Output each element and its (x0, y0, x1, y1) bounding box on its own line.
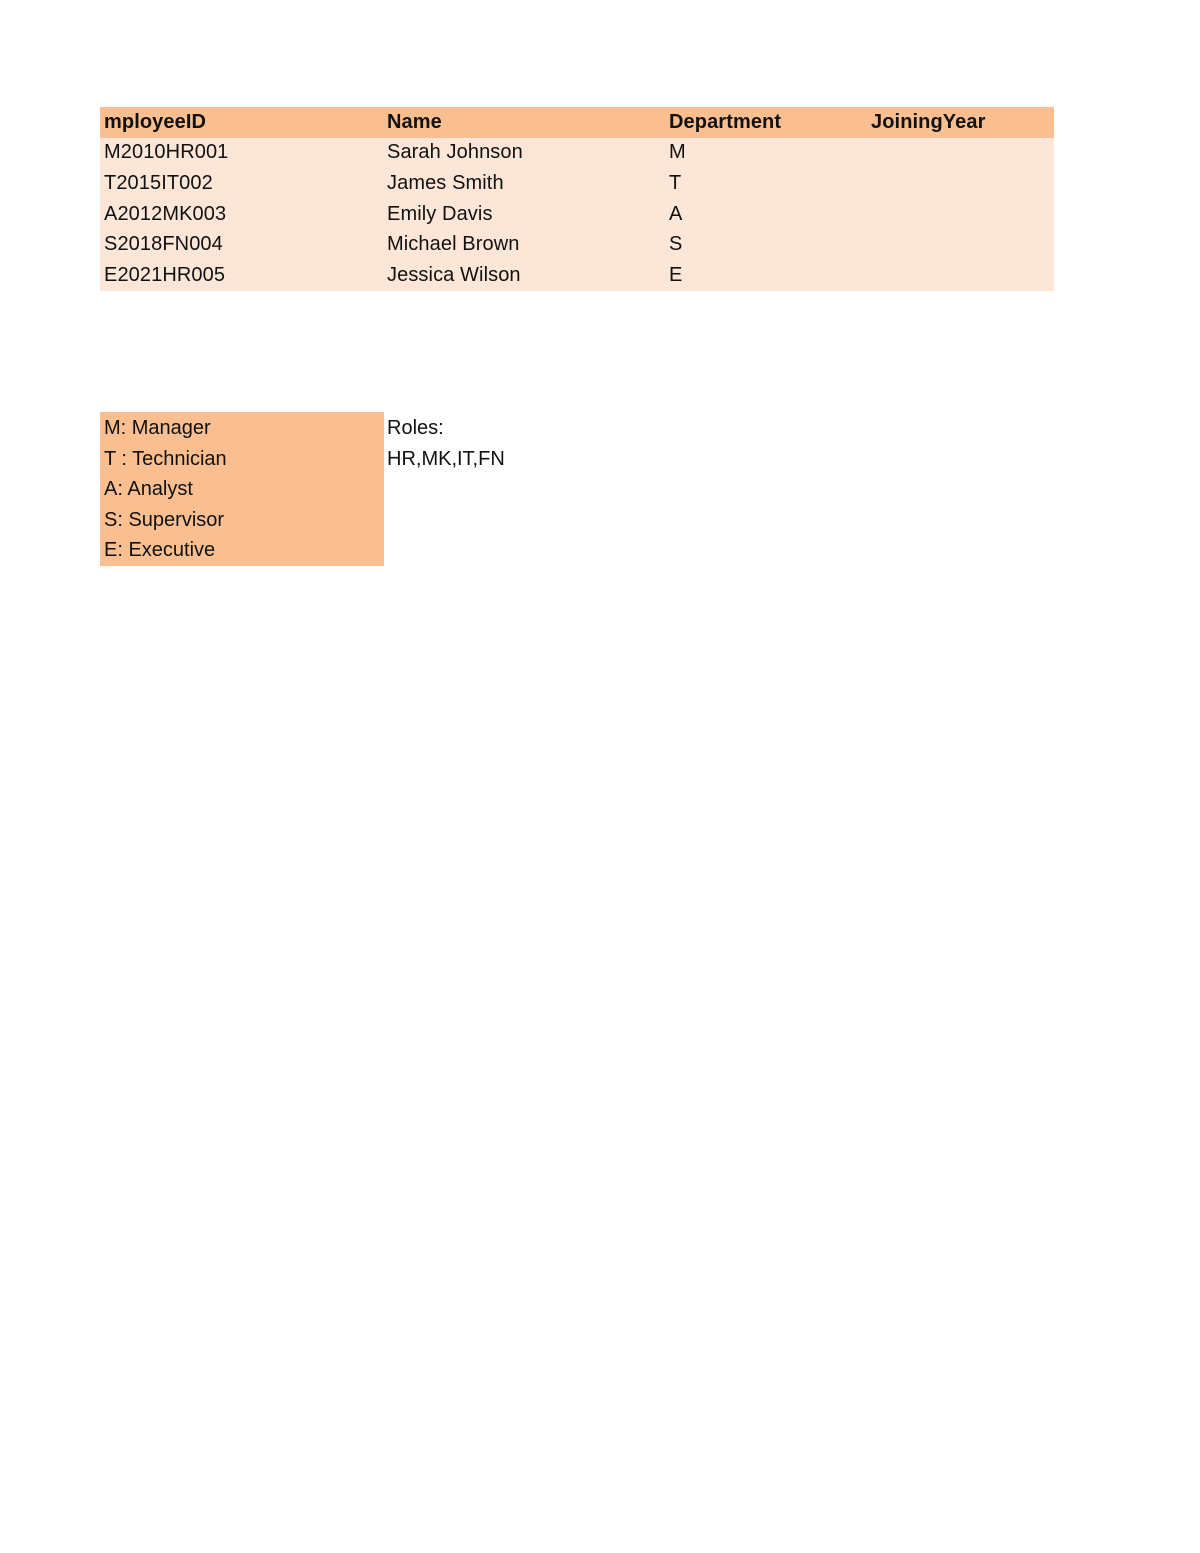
cell-department[interactable]: S (669, 233, 683, 256)
cell-name[interactable]: James Smith (387, 171, 504, 194)
cell-employee-id[interactable]: T2015IT002 (104, 171, 213, 194)
table-row (100, 199, 1054, 230)
table-row (100, 229, 1054, 260)
legend-item-executive[interactable]: E: Executive (104, 539, 216, 562)
legend-item-analyst[interactable]: A: Analyst (104, 478, 193, 501)
cell-employee-id[interactable]: S2018FN004 (104, 233, 223, 256)
cell-employee-id[interactable]: E2021HR005 (104, 263, 226, 286)
legend-item-technician[interactable]: T : Technician (104, 447, 227, 470)
cell-department[interactable]: E (669, 263, 683, 286)
cell-name[interactable]: Jessica Wilson (387, 263, 521, 286)
roles-list[interactable]: HR,MK,IT,FN (387, 447, 505, 470)
legend-item-manager[interactable]: M: Manager (104, 417, 211, 439)
department-legend (100, 412, 384, 566)
employee-table (100, 107, 1054, 291)
table-header-row (100, 107, 1054, 138)
cell-department[interactable]: T (669, 171, 682, 194)
table-row (100, 168, 1054, 199)
cell-department[interactable]: M (669, 141, 686, 164)
header-joining-year[interactable]: JoiningYear (871, 110, 986, 133)
cell-name[interactable]: Sarah Johnson (387, 141, 523, 164)
cell-department[interactable]: A (669, 202, 683, 225)
cell-name[interactable]: Emily Davis (387, 202, 493, 225)
header-name[interactable]: Name (387, 110, 442, 133)
header-department[interactable]: Department (669, 110, 782, 133)
cell-employee-id[interactable]: M2010HR001 (104, 141, 229, 164)
table-row (100, 138, 1054, 169)
roles-note (387, 413, 505, 474)
cell-employee-id[interactable]: A2012MK003 (104, 202, 227, 225)
header-employee-id[interactable]: mployeeID (104, 110, 207, 133)
legend-item-supervisor[interactable]: S: Supervisor (104, 508, 225, 531)
table-row (100, 260, 1054, 291)
cell-name[interactable]: Michael Brown (387, 233, 520, 256)
roles-title[interactable]: Roles: (387, 417, 444, 439)
